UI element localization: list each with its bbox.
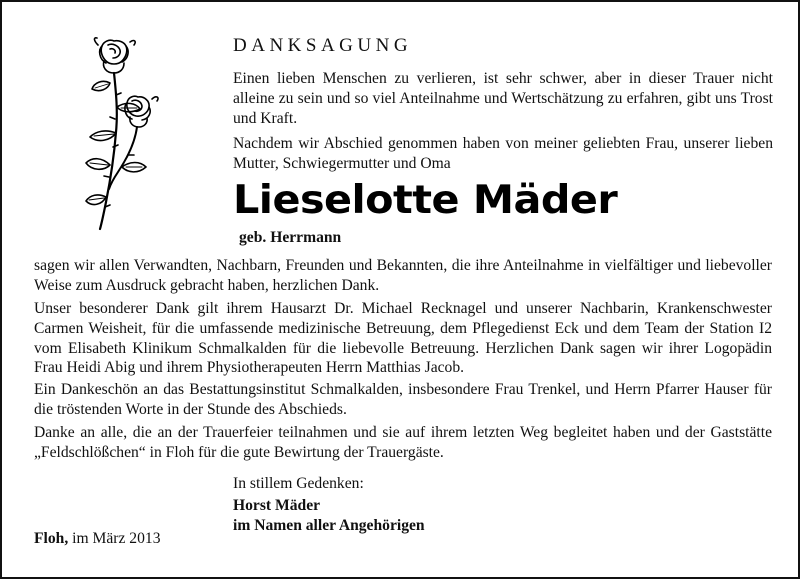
thanks-paragraph-3: Ein Dankeschön an das Bestattungsinstitut Schmalkalden, insbesondere Frau Trenkel, und Herrn Pfarrer Hauser für die tröstenden Worte in der Stunde des Abschieds. [34, 381, 772, 418]
deceased-name: Lieselotte Mäder [233, 178, 618, 223]
rose-drawing-icon [80, 37, 170, 232]
signer-line: im Namen aller Angehörigen [233, 516, 425, 534]
signer-block [233, 496, 425, 536]
thanks-paragraph-4: Danke an alle, die an der Trauerfeier teilnahmen und sie auf ihrem letzten Weg begleitet haben und der Gaststätte „Feldschlößchen“ in Floh für die gute Bewirtung der Trauergäste. [34, 424, 772, 461]
place-name: Floh, [34, 530, 69, 547]
closing-phrase: In stillem Gedenken: [233, 475, 364, 492]
thanks-paragraph-2: Unser besonderer Dank gilt ihrem Hausarzt Dr. Michael Recknagel und unserer Nachbarin, Krankenschwester Carmen Weisheit, für die umfassende medizinische Betreuung, dem Pflegedienst Eck und dem Team der Station I2 vom Elisabeth Klinikum Schmalkalden für die liebevolle Betreuung. Herzlichen Dank sagen wir ihrer Logopädin Frau Heidi Abig und ihrem Physiotherapeuten Herrn Matthias Jacob. [34, 300, 772, 377]
intro-paragraph-2: Nachdem wir Abschied genommen haben von meiner geliebten Frau, unserer lieben Mutter, Schwiegermutter und Oma [233, 135, 773, 172]
maiden-name: geb. Herrmann [239, 229, 342, 246]
signer-name: Horst Mäder [233, 497, 321, 514]
thanks-paragraph-1: sagen wir allen Verwandten, Nachbarn, Freunden und Bekannten, die ihre Anteilnahme in vielfältiger und liebevoller Weise zum Ausdruck gebracht haben, herzlichen Dank. [34, 257, 772, 294]
date-text: im März 2013 [72, 530, 161, 547]
place-date [34, 530, 161, 548]
page-title: DANKSAGUNG [233, 35, 413, 56]
intro-paragraph-1: Einen lieben Menschen zu verlieren, ist sehr schwer, aber in dieser Trauer nicht alleine zu sein und so viel Anteilnahme und Wertschätzung zu erfahren, gibt uns Trost und Kraft. [233, 70, 773, 127]
